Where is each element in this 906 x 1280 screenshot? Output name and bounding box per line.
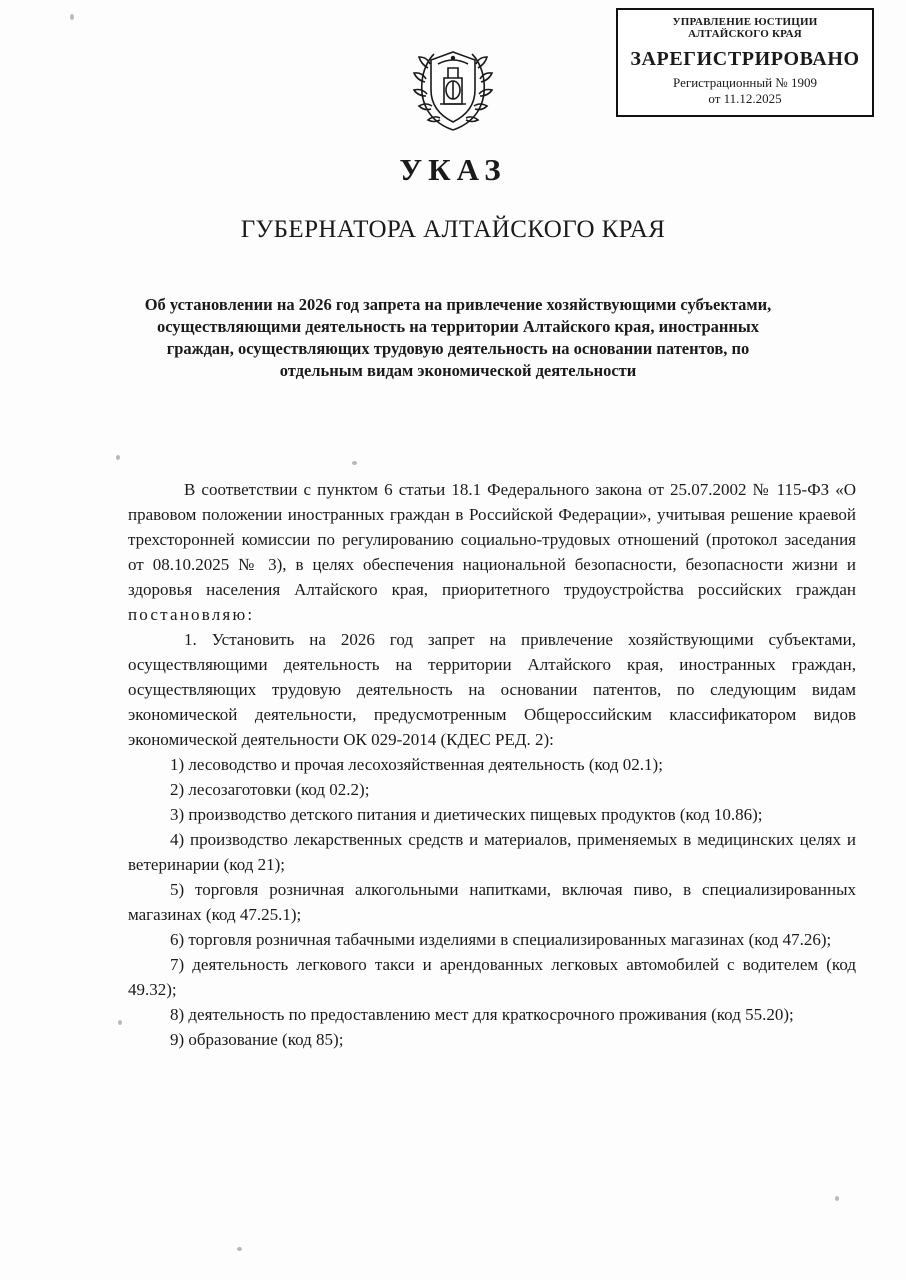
preamble-text: В соответствии с пунктом 6 статьи 18.1 Федерального закона от 25.07.2002 № 115-ФЗ «О правовом положении иностранных граждан в Российской Федерации», учитывая решение краевой трехсторонней комиссии по регулированию социально-трудовых отношений (протокол заседания от 08.10.2025 № 3), в целях обеспечения национальной безопасности, безопасности жизни и здоровья населения Алтайского края, приоритетного трудоустройства российских граждан	[128, 480, 856, 599]
coat-of-arms-icon	[410, 38, 496, 134]
registration-stamp	[616, 8, 874, 117]
stamp-registered-label: ЗАРЕГИСТРИРОВАНО	[630, 47, 860, 70]
scan-artifact	[237, 1247, 242, 1251]
stamp-organization-line1: УПРАВЛЕНИЕ ЮСТИЦИИ	[672, 16, 818, 28]
scan-artifact	[835, 1196, 839, 1201]
stamp-registration-number: Регистрационный № 1909	[673, 74, 817, 90]
scan-artifact	[116, 455, 120, 460]
list-item: 8) деятельность по предоставлению мест для краткосрочного проживания (код 55.20);	[170, 1004, 794, 1024]
preamble-paragraph	[128, 478, 856, 628]
list-item: 9) образование (код 85);	[170, 1029, 344, 1049]
list-item: 7) деятельность легкового такси и арендованных легковых автомобилей с водителем (код 49.32);	[128, 954, 856, 999]
clause-1: 1. Установить на 2026 год запрет на привлечение хозяйствующими субъектами, осуществляющими деятельность на территории Алтайского края, иностранных граждан, осуществляющих трудовую деятельность на основании патентов, по следующим видам экономической деятельности, предусмотренным Общероссийским классификатором видов экономической деятельности ОК 029-2014 (КДЕС РЕД. 2):	[128, 629, 856, 749]
scan-artifact	[118, 1020, 122, 1025]
stamp-registration-date: от 11.12.2025	[708, 90, 782, 106]
list-item: 2) лесозаготовки (код 02.2);	[170, 779, 370, 799]
list-item: 5) торговля розничная алкогольными напитками, включая пиво, в специализированных магазинах (код 47.25.1);	[128, 879, 856, 924]
document-heading: Об установлении на 2026 год запрета на привлечение хозяйствующими субъектами, осуществляющими деятельность на территории Алтайского края, иностранных граждан, осуществляющих трудовую деятельность на основании патентов, по отдельным видам экономической деятельности	[144, 295, 772, 380]
scan-artifact	[70, 14, 74, 20]
list-item: 4) производство лекарственных средств и материалов, применяемых в медицинских целях и ветеринарии (код 21);	[128, 829, 856, 874]
preamble-verb: постановляю:	[128, 604, 255, 624]
list-item: 1) лесоводство и прочая лесохозяйственная деятельность (код 02.1);	[170, 754, 663, 774]
list-item: 6) торговля розничная табачными изделиями в специализированных магазинах (код 47.26);	[170, 929, 832, 949]
list-item: 3) производство детского питания и диетических пищевых продуктов (код 10.86);	[170, 804, 763, 824]
document-title: УКАЗ	[399, 152, 507, 187]
scan-artifact	[352, 461, 357, 465]
stamp-organization	[622, 16, 868, 41]
document-body	[128, 478, 856, 1053]
stamp-organization-line2: АЛТАЙСКОГО КРАЯ	[688, 28, 802, 41]
document-subtitle: ГУБЕРНАТОРА АЛТАЙСКОГО КРАЯ	[240, 216, 666, 243]
